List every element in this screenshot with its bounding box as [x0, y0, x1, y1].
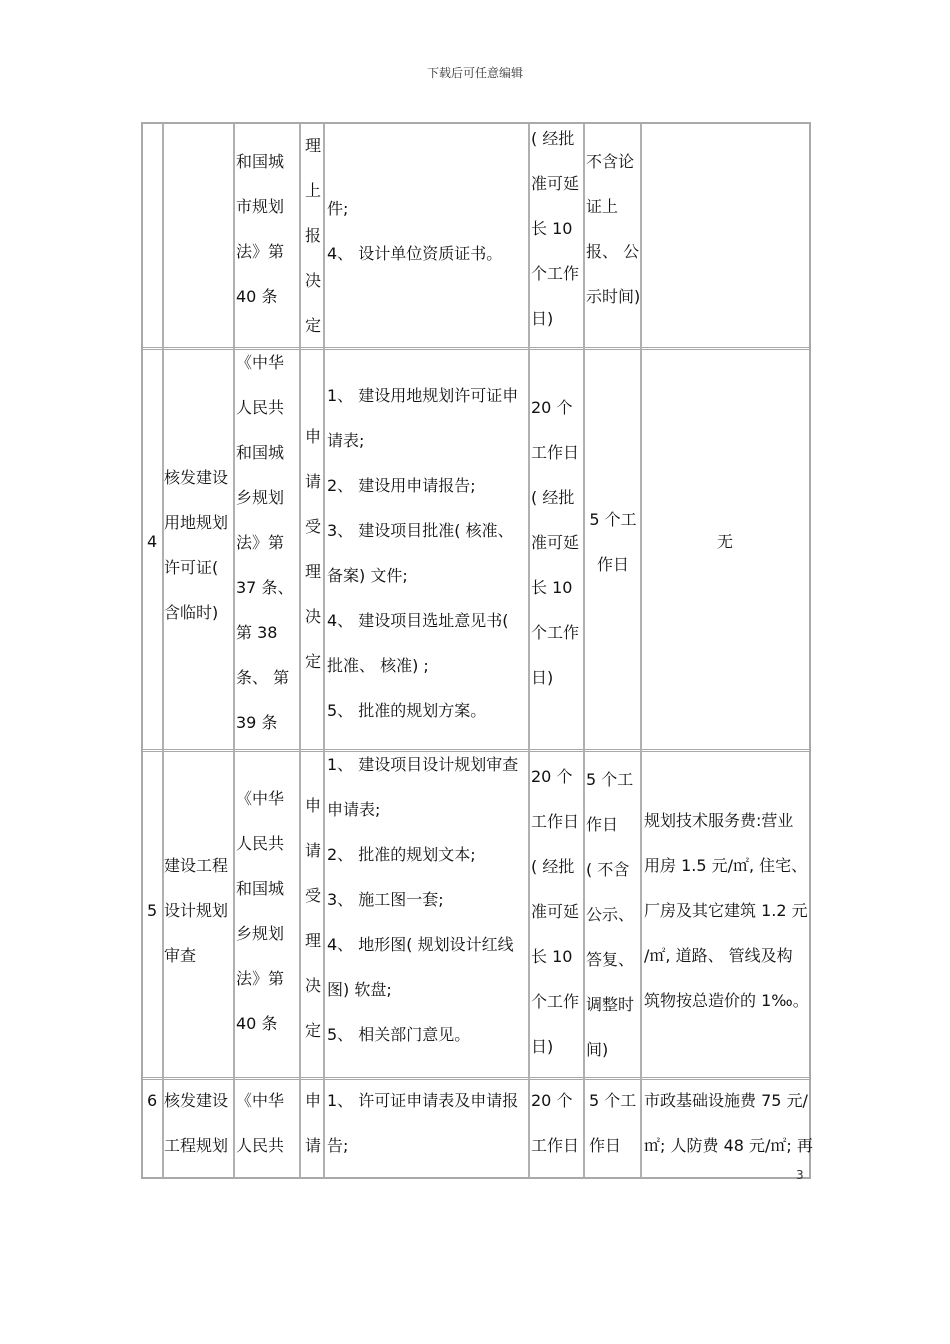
materials-cell: 1、 许可证申请表及申请报 告;: [327, 1091, 519, 1155]
item-name-cell: 建设工程 设计规划 审查: [164, 856, 229, 965]
promised-time-cell: 5 个工 作日: [589, 510, 637, 574]
row-number: 6: [147, 1091, 158, 1110]
basis-cell: 《中华 人民共 和国城 乡规划 法》第 37 条、 第 38 条、 第 39 条: [236, 353, 294, 732]
basis-cell: 《中华 人民共: [236, 1091, 285, 1155]
column-separator: [233, 124, 235, 1177]
materials-cell: 件; 4、 设计单位资质证书。: [327, 199, 503, 263]
promised-time-cell: 5 个工 作日: [589, 1091, 637, 1155]
item-name-cell: 核发建设 用地规划 许可证( 含临时): [164, 468, 229, 622]
promised-time-cell: 不含论 证上 报、 公 示时间): [586, 152, 641, 306]
row-number: 4: [147, 532, 158, 551]
fees-cell: 市政基础设施费 75 元/ ㎡; 人防费 48 元/㎡; 再: [644, 1091, 813, 1155]
page-number: 3: [796, 1168, 804, 1182]
column-separator: [583, 124, 585, 1177]
fees-cell: 规划技术服务费:营业 用房 1.5 元/㎡, 住宅、 厂房及其它建筑 1.2 元 /㎡, 道路、 管线及构 筑物按总造价的 1‰。: [644, 811, 809, 1010]
procedure-cell: 理 上 报 决 定: [305, 136, 322, 335]
legal-time-cell: 20 个 工作日 ( 经批 准可延 长 10 个工作 日): [531, 767, 580, 1056]
procedure-cell: 申 请 受 理 决 定: [305, 427, 322, 671]
column-separator: [299, 124, 301, 1177]
column-separator: [640, 124, 642, 1177]
item-name-cell: 核发建设 工程规划: [164, 1091, 229, 1155]
legal-time-cell: 20 个 工作日 ( 经批 准可延 长 10 个工作 日): [531, 398, 580, 687]
materials-cell: 1、 建设项目设计规划审查 申请表; 2、 批准的规划文本; 3、 施工图一套; 4、 地形图( 规划设计红线 图) 软盘; 5、 相关部门意见。: [327, 755, 519, 1044]
column-separator: [162, 124, 164, 1177]
basis-cell: 和国城 市规划 法》第 40 条: [236, 152, 285, 306]
basis-cell: 《中华 人民共 和国城 乡规划 法》第 40 条: [236, 789, 285, 1033]
procedure-cell: 申 请 受 理 决 定: [305, 796, 322, 1040]
fees-cell: 无: [716, 532, 733, 551]
row-number: 5: [147, 901, 158, 920]
procedure-cell: 申 请: [305, 1091, 322, 1155]
promised-time-cell: 5 个工 作日 ( 不含 公示、 答复、 调整时 间): [586, 770, 635, 1059]
column-separator: [528, 124, 530, 1177]
column-separator: [323, 124, 325, 1177]
materials-cell: 1、 建设用地规划许可证申 请表; 2、 建设用申请报告; 3、 建设项目批准( 核准、 备案) 文件; 4、 建设项目选址意见书( 批准、 核准) ; 5、 批准的规划方案。: [327, 386, 519, 720]
page-header: 下载后可任意编辑: [426, 66, 523, 80]
legal-time-cell: 20 个 工作日: [531, 1091, 580, 1155]
legal-time-cell: ( 经批 准可延 长 10 个工作 日): [531, 129, 580, 328]
